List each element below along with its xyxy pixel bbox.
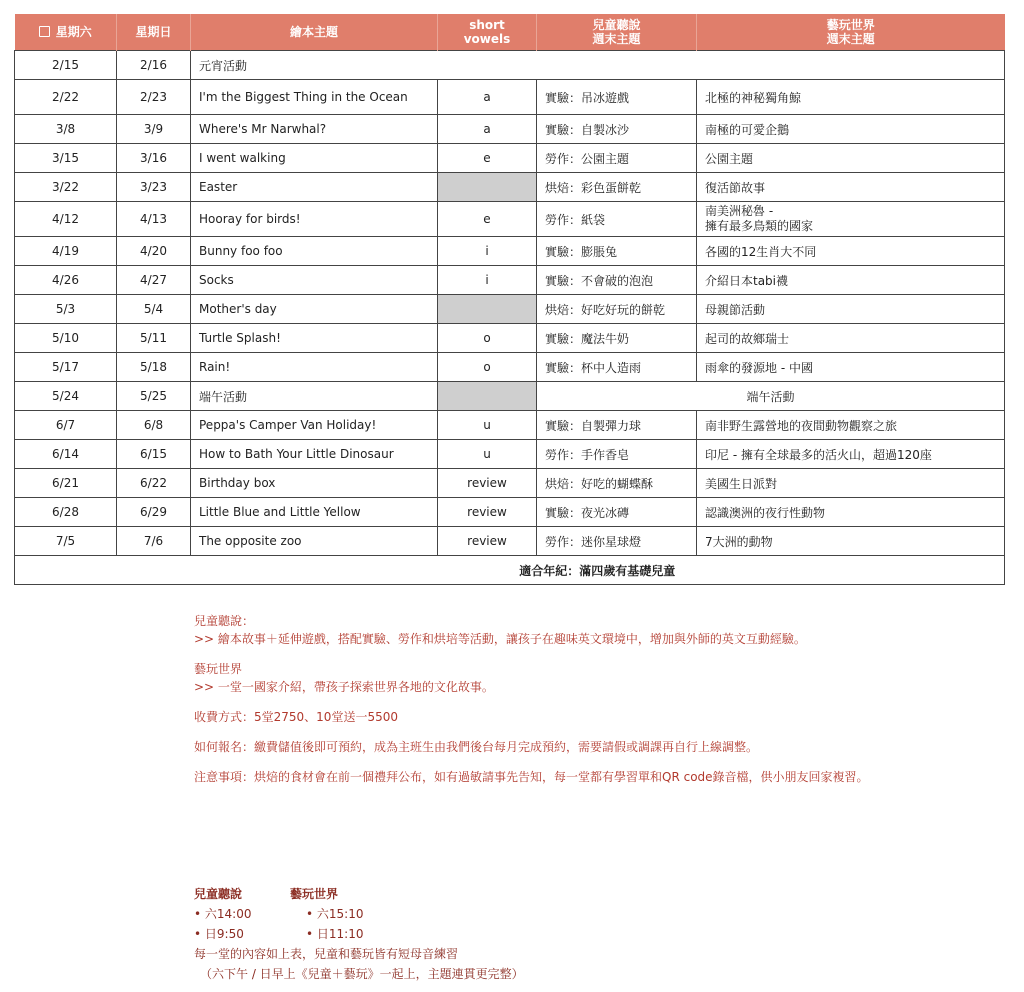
book-title: Easter — [191, 173, 438, 202]
book-title: Where's Mr Narwhal? — [191, 115, 438, 144]
world-theme: 印尼 - 擁有全球最多的活火山，超過120座 — [697, 440, 1005, 469]
art-note-desc: >> 一堂一國家介紹，帶孩子探索世界各地的文化故事。 — [194, 680, 494, 694]
sun-date: 5/18 — [117, 353, 191, 382]
short-vowel-empty — [438, 173, 537, 202]
sat-date: 3/8 — [15, 115, 117, 144]
table-row — [15, 51, 1005, 80]
notes-section — [194, 612, 994, 798]
sun-date: 4/20 — [117, 237, 191, 266]
book-title: The opposite zoo — [191, 527, 438, 556]
signup-note: 如何報名：繳費儲值後即可預約，成為主班生由我們後台每月完成預約，需要請假或調課再自行上線調整。 — [194, 740, 759, 754]
book-title: 元宵活動 — [191, 51, 1005, 80]
sun-date: 3/16 — [117, 144, 191, 173]
sat-date: 5/17 — [15, 353, 117, 382]
kids-activity: 實驗：杯中人造雨 — [537, 353, 697, 382]
sat-date: 2/15 — [15, 51, 117, 80]
footer-line-2: （六下午 / 日早上《兒童＋藝玩》一起上，主題連貫更完整） — [200, 967, 524, 981]
kids-activity: 勞作：公園主題 — [537, 144, 697, 173]
short-vowel: o — [438, 353, 537, 382]
book-title: 端午活動 — [191, 382, 438, 411]
short-vowel: review — [438, 498, 537, 527]
world-theme: 公園主題 — [697, 144, 1005, 173]
world-theme: 介紹日本tabi襪 — [697, 266, 1005, 295]
short-vowel: review — [438, 527, 537, 556]
art-times — [290, 884, 363, 944]
book-title: Bunny foo foo — [191, 237, 438, 266]
header-saturday: 星期六 — [15, 14, 117, 51]
book-title: Birthday box — [191, 469, 438, 498]
kids-activity: 實驗：自製冰沙 — [537, 115, 697, 144]
art-time-item: • 日11:10 — [306, 927, 364, 941]
table-row — [15, 237, 1005, 266]
kids-activity: 實驗：自製彈力球 — [537, 411, 697, 440]
sat-date: 2/22 — [15, 80, 117, 115]
short-vowel-empty — [438, 295, 537, 324]
sun-date: 4/13 — [117, 202, 191, 237]
book-title: How to Bath Your Little Dinosaur — [191, 440, 438, 469]
short-vowel: u — [438, 440, 537, 469]
age-note-spacer — [15, 556, 191, 585]
kids-activity: 實驗：夜光冰磚 — [537, 498, 697, 527]
world-theme: 母親節活動 — [697, 295, 1005, 324]
sat-date: 6/14 — [15, 440, 117, 469]
book-title: Rain! — [191, 353, 438, 382]
world-theme: 北極的神秘獨角鯨 — [697, 80, 1005, 115]
sun-date: 3/9 — [117, 115, 191, 144]
book-title: Little Blue and Little Yellow — [191, 498, 438, 527]
kids-activity: 實驗：吊冰遊戲 — [537, 80, 697, 115]
world-theme: 南非野生露營地的夜間動物觀察之旅 — [697, 411, 1005, 440]
world-theme: 端午活動 — [537, 382, 1005, 411]
fee-note: 收費方式：5堂2750、10堂送一5500 — [194, 710, 398, 724]
art-note — [194, 660, 994, 696]
table-row — [15, 144, 1005, 173]
calendar-icon — [39, 26, 50, 37]
sun-date: 6/8 — [117, 411, 191, 440]
world-theme: 認識澳洲的夜行性動物 — [697, 498, 1005, 527]
header-sunday: 星期日 — [117, 14, 191, 51]
book-title: I'm the Biggest Thing in the Ocean — [191, 80, 438, 115]
sun-date: 5/4 — [117, 295, 191, 324]
sat-date: 5/3 — [15, 295, 117, 324]
art-note-title: 藝玩世界 — [194, 662, 243, 676]
world-theme: 雨傘的發源地 - 中國 — [697, 353, 1005, 382]
sun-date: 5/11 — [117, 324, 191, 353]
kids-activity: 實驗：不會破的泡泡 — [537, 266, 697, 295]
sat-date: 3/22 — [15, 173, 117, 202]
sun-date: 4/27 — [117, 266, 191, 295]
kids-times — [194, 884, 290, 944]
short-vowel: e — [438, 202, 537, 237]
table-row — [15, 295, 1005, 324]
kids-activity: 勞作：迷你星球燈 — [537, 527, 697, 556]
kids-activity: 勞作：紙袋 — [537, 202, 697, 237]
header-art-theme: 藝玩世界 週末主題 — [697, 14, 1005, 51]
sun-date: 2/16 — [117, 51, 191, 80]
world-theme: 南極的可愛企鵝 — [697, 115, 1005, 144]
world-theme: 美國生日派對 — [697, 469, 1005, 498]
caution-note: 注意事項：烘焙的食材會在前一個禮拜公布，如有過敏請事先告知，每一堂都有學習單和QR code錄音檔，供小朋友回家複習。 — [194, 770, 869, 784]
world-theme: 各國的12生肖大不同 — [697, 237, 1005, 266]
kids-note-title: 兒童聽說： — [194, 614, 255, 628]
table-row — [15, 498, 1005, 527]
table-row — [15, 382, 1005, 411]
table-row — [15, 353, 1005, 382]
kids-activity: 烘焙：好吃的蝴蝶酥 — [537, 469, 697, 498]
sat-date: 4/26 — [15, 266, 117, 295]
kids-time-item: • 日9:50 — [194, 927, 244, 941]
sun-date: 2/23 — [117, 80, 191, 115]
short-vowel: e — [438, 144, 537, 173]
kids-time-item: • 六14:00 — [194, 907, 252, 921]
table-row — [15, 173, 1005, 202]
art-times-heading: 藝玩世界 — [290, 887, 339, 901]
kids-activity: 烘焙：好吃好玩的餅乾 — [537, 295, 697, 324]
short-vowel: a — [438, 115, 537, 144]
header-kids-theme: 兒童聽說 週末主題 — [537, 14, 697, 51]
kids-note — [194, 612, 994, 648]
short-vowel-empty — [438, 382, 537, 411]
kids-activity: 烘焙：彩色蛋餅乾 — [537, 173, 697, 202]
sat-date: 6/28 — [15, 498, 117, 527]
short-vowel: u — [438, 411, 537, 440]
sat-date: 7/5 — [15, 527, 117, 556]
table-row — [15, 202, 1005, 237]
schedule-footer — [194, 884, 694, 984]
table-row — [15, 324, 1005, 353]
book-title: Socks — [191, 266, 438, 295]
short-vowel: review — [438, 469, 537, 498]
short-vowel: a — [438, 80, 537, 115]
book-title: Peppa's Camper Van Holiday! — [191, 411, 438, 440]
kids-activity: 實驗：魔法牛奶 — [537, 324, 697, 353]
short-vowel: i — [438, 266, 537, 295]
sat-date: 5/24 — [15, 382, 117, 411]
header-book-theme: 繪本主題 — [191, 14, 438, 51]
book-title: Turtle Splash! — [191, 324, 438, 353]
world-theme: 7大洲的動物 — [697, 527, 1005, 556]
footer-line-1: 每一堂的內容如上表，兒童和藝玩皆有短母音練習 — [194, 947, 459, 961]
header-short-vowels: short vowels — [438, 14, 537, 51]
table-header-row — [15, 14, 1005, 51]
short-vowel: o — [438, 324, 537, 353]
sun-date: 5/25 — [117, 382, 191, 411]
world-theme: 復活節故事 — [697, 173, 1005, 202]
sat-date: 6/21 — [15, 469, 117, 498]
sat-date: 4/19 — [15, 237, 117, 266]
book-title: I went walking — [191, 144, 438, 173]
kids-activity: 實驗：膨脹兔 — [537, 237, 697, 266]
kids-note-desc: >> 繪本故事＋延伸遊戲，搭配實驗、勞作和烘培等活動，讓孩子在趣味英文環境中，增加與外師的英文互動經驗。 — [194, 632, 806, 646]
world-theme: 南美洲秘魯 - 擁有最多鳥類的國家 — [697, 202, 1005, 237]
schedule-table — [14, 14, 1005, 585]
table-row — [15, 527, 1005, 556]
sun-date: 6/29 — [117, 498, 191, 527]
kids-times-heading: 兒童聽說 — [194, 887, 243, 901]
book-title: Mother's day — [191, 295, 438, 324]
table-row — [15, 115, 1005, 144]
table-row — [15, 440, 1005, 469]
sun-date: 6/22 — [117, 469, 191, 498]
sat-date: 6/7 — [15, 411, 117, 440]
age-note: 適合年紀：滿四歲有基礎兒童 — [191, 556, 1005, 585]
sat-date: 3/15 — [15, 144, 117, 173]
sat-date: 5/10 — [15, 324, 117, 353]
book-title: Hooray for birds! — [191, 202, 438, 237]
table-row — [15, 266, 1005, 295]
sat-date: 4/12 — [15, 202, 117, 237]
world-theme: 起司的故鄉瑞士 — [697, 324, 1005, 353]
table-row — [15, 80, 1005, 115]
kids-activity: 勞作：手作香皂 — [537, 440, 697, 469]
table-row — [15, 411, 1005, 440]
sun-date: 3/23 — [117, 173, 191, 202]
art-time-item: • 六15:10 — [306, 907, 364, 921]
age-note-row — [15, 556, 1005, 585]
table-row — [15, 469, 1005, 498]
sun-date: 7/6 — [117, 527, 191, 556]
short-vowel: i — [438, 237, 537, 266]
sun-date: 6/15 — [117, 440, 191, 469]
